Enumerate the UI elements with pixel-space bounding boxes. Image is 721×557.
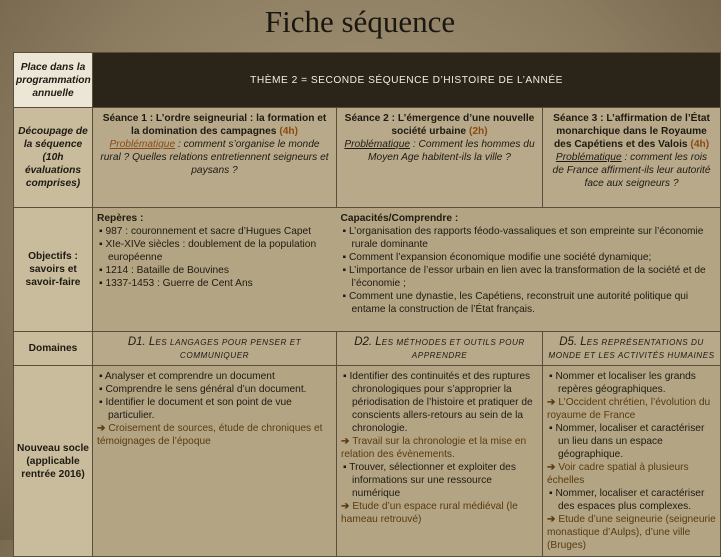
arrow-icon: ➔ — [341, 501, 350, 512]
domaine-d1: D1. LES LANGAGES POUR PENSER ET COMMUNIQUER — [93, 332, 337, 366]
seance-2 — [337, 108, 543, 208]
socle-col-3-activity-2: Voir cadre spatial à plusieurs échelles — [547, 462, 689, 486]
seance-3-title: Séance 3 : L’affirmation de l’État monarchique dans le Royaume des Capétiens et des Valois — [553, 113, 710, 150]
seance-3-prob-label: Problématique — [555, 152, 622, 163]
reperes-block — [93, 208, 337, 332]
seance-2-prob-label: Problématique — [344, 139, 411, 150]
socle-col-2-activity-1: Travail sur la chronologie et la mise en relation des évènements. — [341, 436, 527, 460]
arrow-icon: ➔ — [547, 514, 556, 525]
seance-3-prob-text: : comment les rois de France affirment-ils leur autorité face aux seigneurs ? — [552, 152, 711, 189]
seance-3 — [543, 108, 721, 208]
seance-3-hours: (4h) — [690, 139, 710, 150]
list-item: ▪ Comprendre le sens général d’un document. — [99, 384, 307, 395]
list-item: ▪ Identifier le document et son point de vue particulier. — [99, 397, 292, 421]
row-domaines — [14, 332, 721, 366]
row-objectifs — [14, 208, 721, 332]
capacites-block — [337, 208, 721, 332]
socle-col-2-activity-2: Etude d’un espace rural médiéval (le hameau retrouvé) — [341, 501, 518, 525]
list-item: ▪ Analyser et comprendre un document — [99, 371, 275, 382]
domaine-d5: D5. LES REPRÉSENTATIONS DU MONDE ET LES ACTIVITÉS HUMAINES — [543, 332, 721, 366]
capacites-heading: Capacités/Comprendre : — [340, 213, 459, 224]
label-objectifs: Objectifs : savoirs et savoir-faire — [14, 208, 93, 332]
list-item: ▪ Trouver, sélectionner et exploiter des informations sur une ressource numérique — [343, 462, 516, 499]
list-item: ▪ Comment l’expansion économique modifie une société dynamique; — [342, 252, 652, 263]
socle-col-3 — [543, 366, 721, 557]
socle-col-3-activity-3: Etude d’une seigneurie (seigneurie monastique d’Aulps), d’une ville (Bruges) — [547, 514, 716, 551]
label-place: Place dans la programmation annuelle — [14, 53, 93, 108]
page-title: Fiche séquence — [264, 4, 456, 39]
list-item: ▪ XIe-XIVe siècles : doublement de la population européenne — [99, 239, 317, 263]
socle-col-1 — [93, 366, 337, 557]
list-item: ▪ Nommer, localiser et caractériser des espaces plus complexes. — [549, 488, 705, 512]
sequence-table — [13, 52, 721, 557]
socle-col-3-activity-1: L’Occident chrétien, l’évolution du royaume de France — [547, 397, 711, 421]
label-decoupage: Découpage de la séquence (10h évaluations comprises) — [14, 108, 93, 208]
label-socle: Nouveau socle (applicable rentrée 2016) — [14, 366, 93, 557]
arrow-icon: ➔ — [97, 423, 106, 434]
seance-1 — [93, 108, 337, 208]
list-item: ▪ L’organisation des rapports féodo-vassaliques et son empreinte sur l’économie rurale dominante — [342, 226, 704, 250]
seance-2-prob-text: : Comment les hommes du Moyen Age habitent-ils la ville ? — [368, 139, 535, 163]
socle-col-1-activity: Croisement de sources, étude de chroniques et témoignages de l’époque — [97, 423, 323, 447]
capacites-list — [341, 225, 717, 316]
row-socle — [14, 366, 721, 557]
arrow-icon: ➔ — [341, 436, 350, 447]
list-item: ▪ 1337-1453 : Guerre de Cent Ans — [99, 278, 253, 289]
reperes-heading: Repères : — [97, 213, 144, 224]
domaine-d2: D2. LES MÉTHODES ET OUTILS POUR APPRENDRE — [337, 332, 543, 366]
theme-banner: THÈME 2 = SECONDE SÉQUENCE D’HISTOIRE DE L’ANNÉE — [93, 53, 721, 108]
list-item: ▪ Nommer et localiser les grands repères géographiques. — [549, 371, 696, 395]
arrow-icon: ➔ — [547, 397, 556, 408]
socle-col-2 — [337, 366, 543, 557]
list-item: ▪ Nommer, localiser et caractériser un lieu dans un espace géographique. — [549, 423, 705, 460]
list-item: ▪ 1214 : Bataille de Bouvines — [99, 265, 229, 276]
seance-1-prob-text: : comment s’organise le monde rural ? Quelles relations entretiennent seigneurs et paysans ? — [100, 139, 329, 176]
arrow-icon: ➔ — [547, 462, 556, 473]
row-decoupage — [14, 108, 721, 208]
list-item: ▪ L’importance de l’essor urbain en lien avec la transformation de la société et de l’économie ; — [342, 265, 706, 289]
seance-1-hours: (4h) — [279, 126, 299, 137]
seance-2-hours: (2h) — [468, 126, 488, 137]
list-item: ▪ Comment une dynastie, les Capétiens, reconstruit une autorité politique qui entame la construction de l’État français. — [342, 291, 689, 315]
label-domaines: Domaines — [14, 332, 93, 366]
list-item: ▪ Identifier des continuités et des ruptures chronologiques pour s’approprier la périodisation de l’histoire et pratiquer de conscients allers-retours au sein de la chronologie. — [343, 371, 533, 434]
seance-2-title: Séance 2 : L’émergence d’une nouvelle société urbaine — [344, 113, 535, 137]
row-place — [14, 53, 721, 108]
seance-1-title: Séance 1 : L’ordre seigneurial : la formation et la domination des campagnes — [102, 113, 327, 137]
list-item: ▪ 987 : couronnement et sacre d’Hugues Capet — [99, 226, 312, 237]
seance-1-prob-label: Problématique — [109, 139, 176, 150]
reperes-list — [97, 225, 333, 290]
